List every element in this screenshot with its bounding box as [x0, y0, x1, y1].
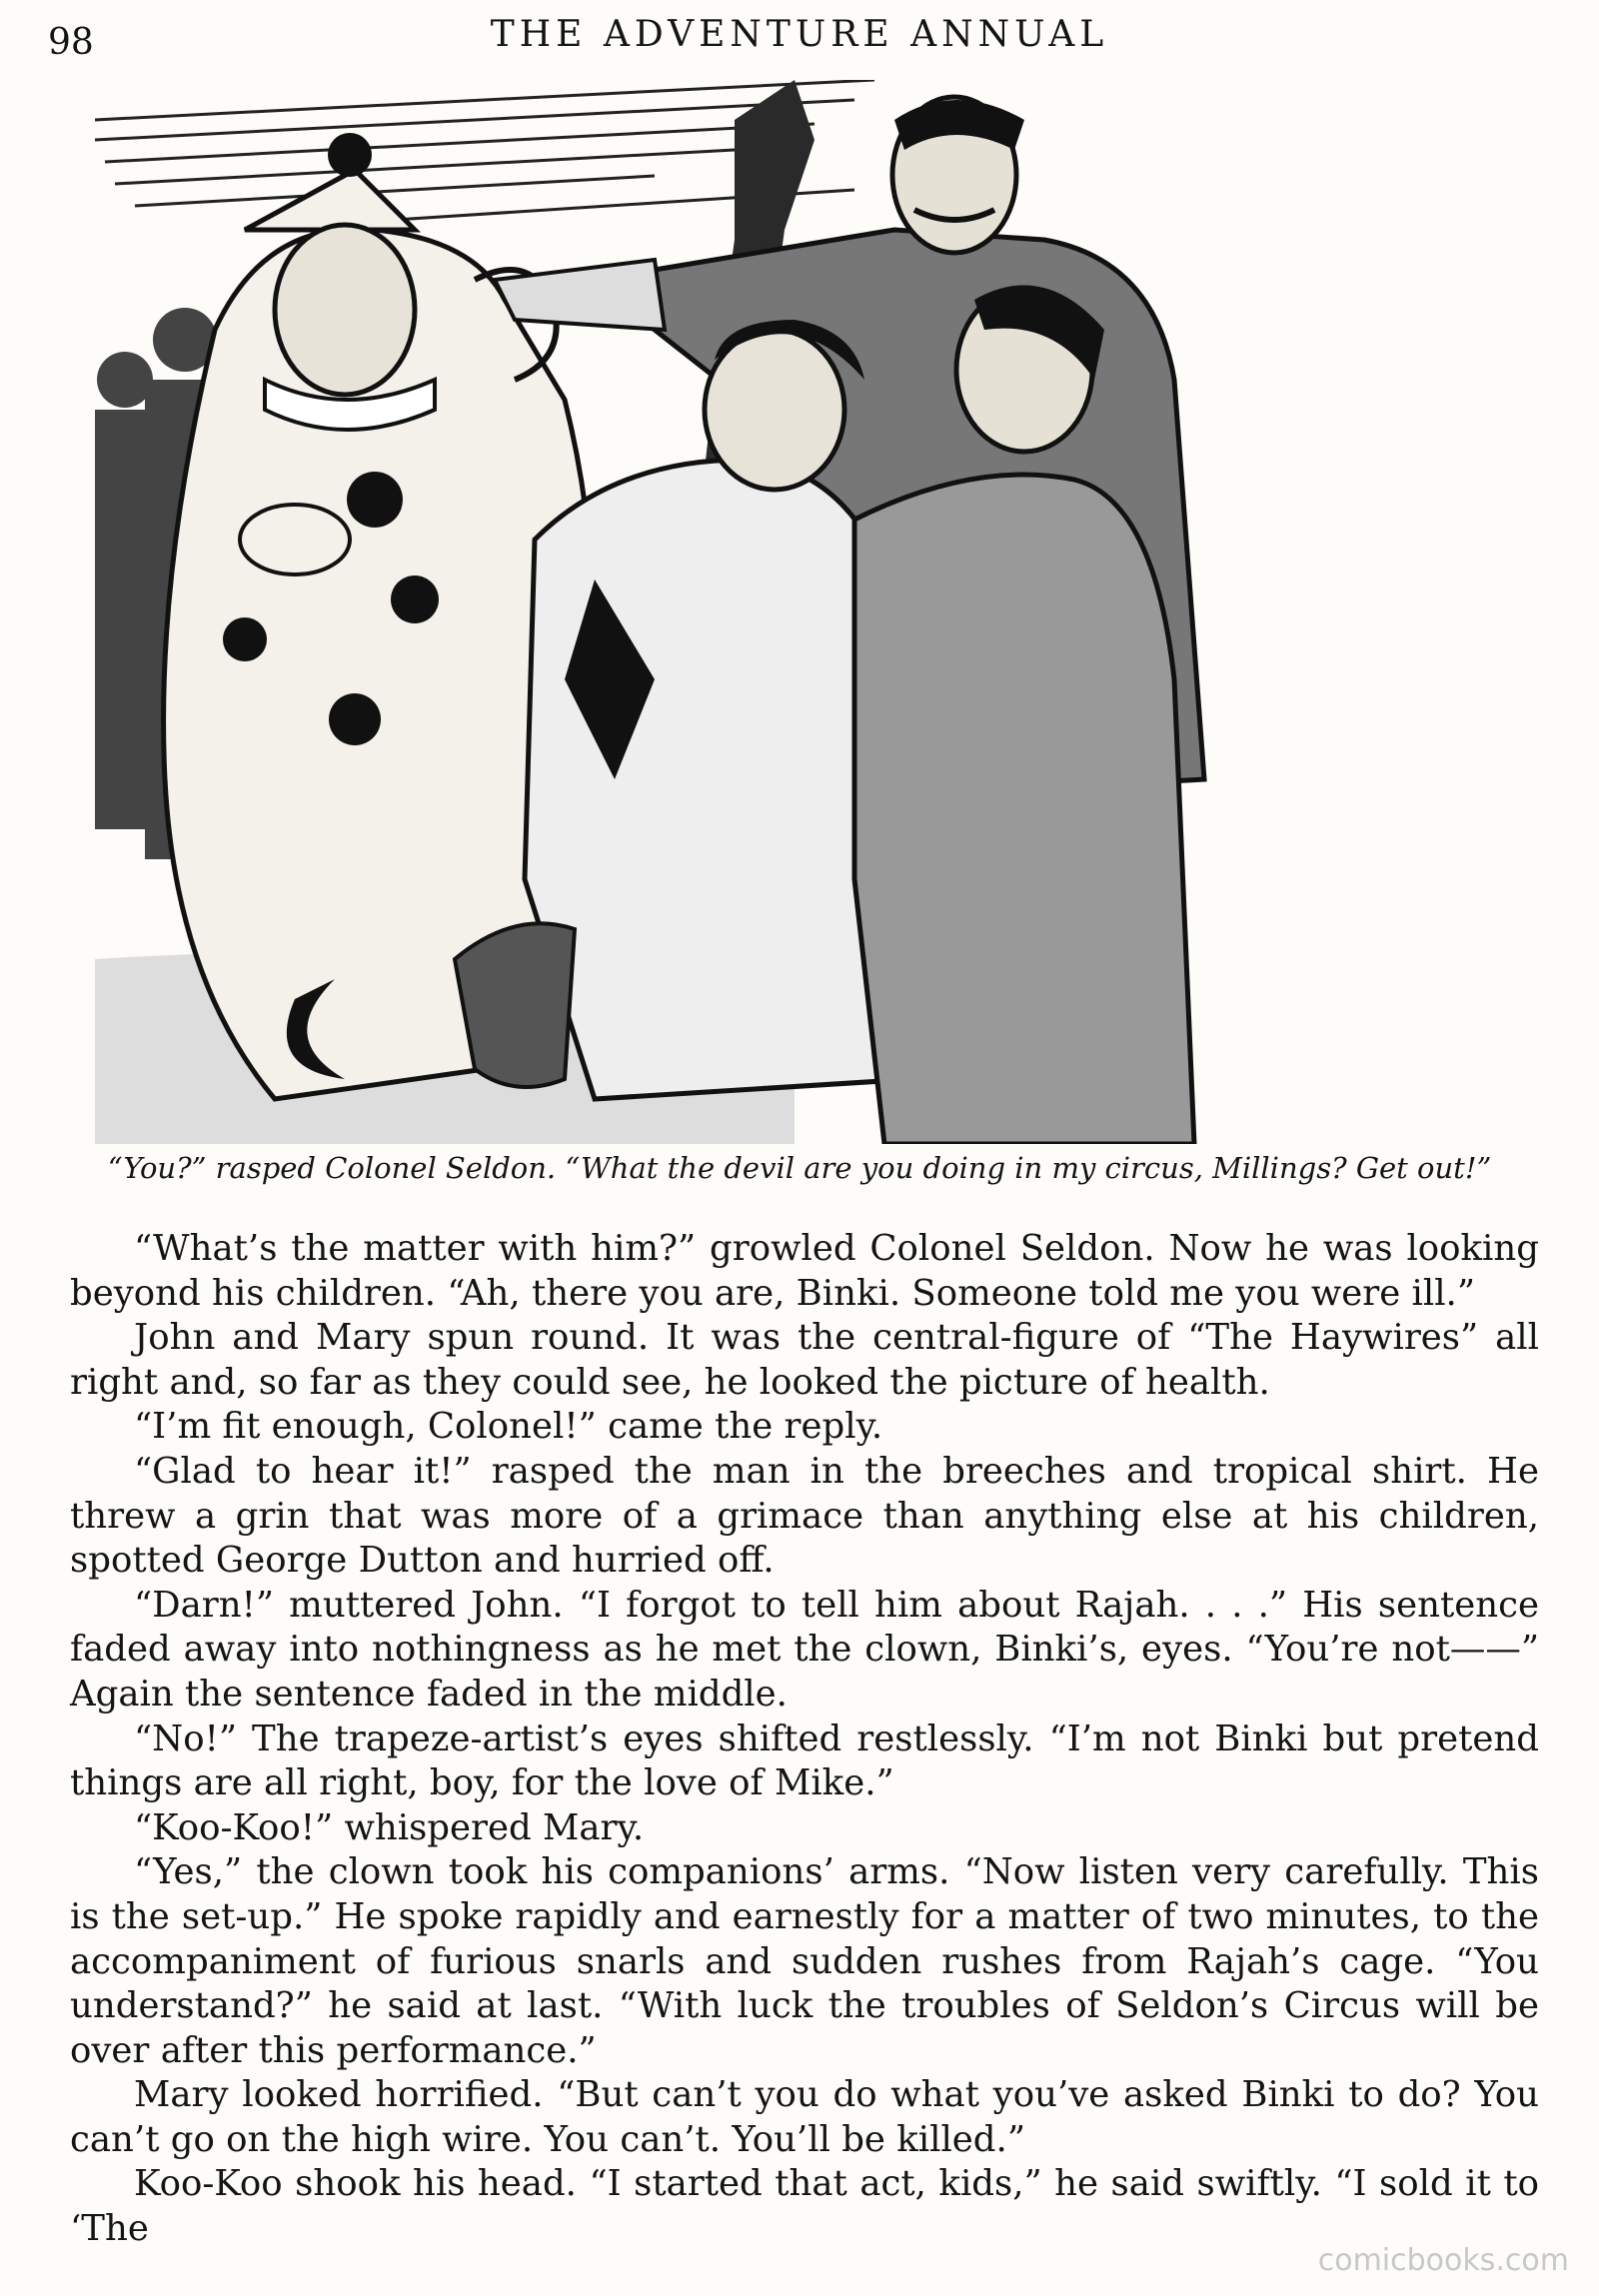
paragraph: “I’m fit enough, Colonel!” came the reply. — [134, 1406, 883, 1448]
paragraph: “Yes,” the clown took his companions’ arms. “Now listen very carefully. This is the set-up.” He spoke rapidly and earnestly for a matter of two minutes, to the accompaniment of furious snarls and sudden rushes from Rajah’s cage. “You understand?” he said at last. “With luck the troubles of Seldon’s Circus will be over after this performance.” — [70, 1851, 1539, 2071]
running-head: THE ADVENTURE ANNUAL — [490, 14, 1109, 55]
illustration — [95, 80, 1489, 1144]
watermark: comicbooks.com — [1317, 2243, 1569, 2278]
paragraph: “What’s the matter with him?” growled Colonel Seldon. Now he was looking beyond his children. “Ah, there you are, Binki. Someone told me you were ill.” — [70, 1228, 1539, 1314]
paragraph: “Darn!” muttered John. “I forgot to tell him about Rajah. . . .” His sentence faded away into nothingness as he met the clown, Binki’s, eyes. “You’re not——” Again the sentence faded in the middle. — [70, 1584, 1539, 1715]
paragraph: “Koo-Koo!” whispered Mary. — [134, 1806, 645, 1848]
paragraph: “No!” The trapeze-artist’s eyes shifted restlessly. “I’m not Binki but pretend things are all right, boy, for the love of Mike.” — [70, 1718, 1539, 1804]
paragraph: Mary looked horrified. “But can’t you do what you’ve asked Binki to do? You can’t go on the high wire. You can’t. You’ll be killed.” — [70, 2074, 1539, 2160]
paragraph: “Glad to hear it!” rasped the man in the breeches and tropical shirt. He threw a grin that was more of a grimace than anything else at his children, spotted George Dutton and hurried off. — [70, 1450, 1539, 1582]
story-text — [70, 1227, 1539, 2252]
paragraph: Koo-Koo shook his head. “I started that act, kids,” he said swiftly. “I sold it to ‘The — [70, 2163, 1539, 2250]
page-number: 98 — [48, 22, 94, 63]
paragraph: John and Mary spun round. It was the central-figure of “The Haywires” all right and, so far as they could see, he looked the picture of health. — [70, 1317, 1539, 1403]
illustration-caption: “You?” rasped Colonel Seldon. “What the devil are you doing in my circus, Millings? Get out!” — [107, 1151, 1492, 1185]
